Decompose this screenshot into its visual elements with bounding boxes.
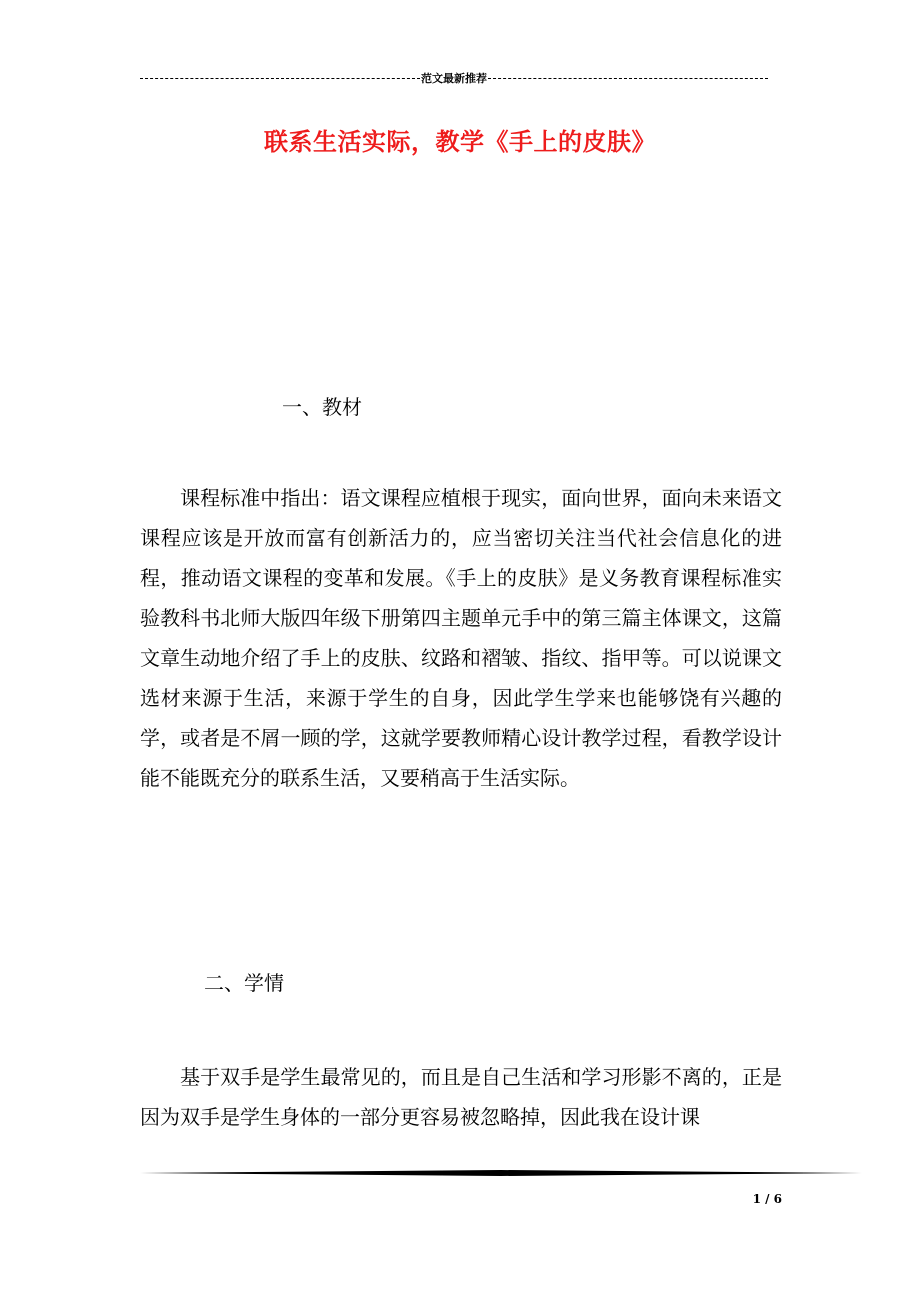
footer-rule bbox=[140, 1168, 862, 1178]
header-dash-left bbox=[140, 78, 420, 79]
page-header bbox=[140, 70, 768, 86]
header-dash-right bbox=[488, 78, 768, 79]
section-paragraph-student: 基于双手是学生最常见的，而且是自己生活和学习形影不离的，正是因为双手是学生身体的一部分更容易被忽略掉，因此我在设计课 bbox=[140, 1065, 782, 1129]
document-title: 联系生活实际，教学《手上的皮肤》 bbox=[264, 127, 656, 156]
section-heading-textbook: 一、教材 bbox=[282, 395, 362, 419]
header-label: 范文最新推荐 bbox=[421, 72, 487, 85]
section-heading-student: 二、学情 bbox=[204, 971, 284, 995]
section-paragraph-textbook: 课程标准中指出：语文课程应植根于现实，面向世界，面向未来语文课程应该是开放而富有创新活力的，应当密切关注当代社会信息化的进程，推动语文课程的变革和发展。《手上的皮肤》是义务教育课程标准实验教科书北师大版四年级下册第四主题单元手中的第三篇主体课文，这篇文章生动地介绍了手上的皮肤、纹路和褶皱、指纹、指甲等。可以说课文选材来源于生活，来源于学生的自身，因此学生学来也能够饶有兴趣的学，或者是不屑一顾的学，这就学要教师精心设计教学过程，看教学设计能不能既充分的联系生活，又要稍高于生活实际。 bbox=[140, 486, 782, 790]
page-number: 1 / 6 bbox=[752, 1192, 782, 1206]
